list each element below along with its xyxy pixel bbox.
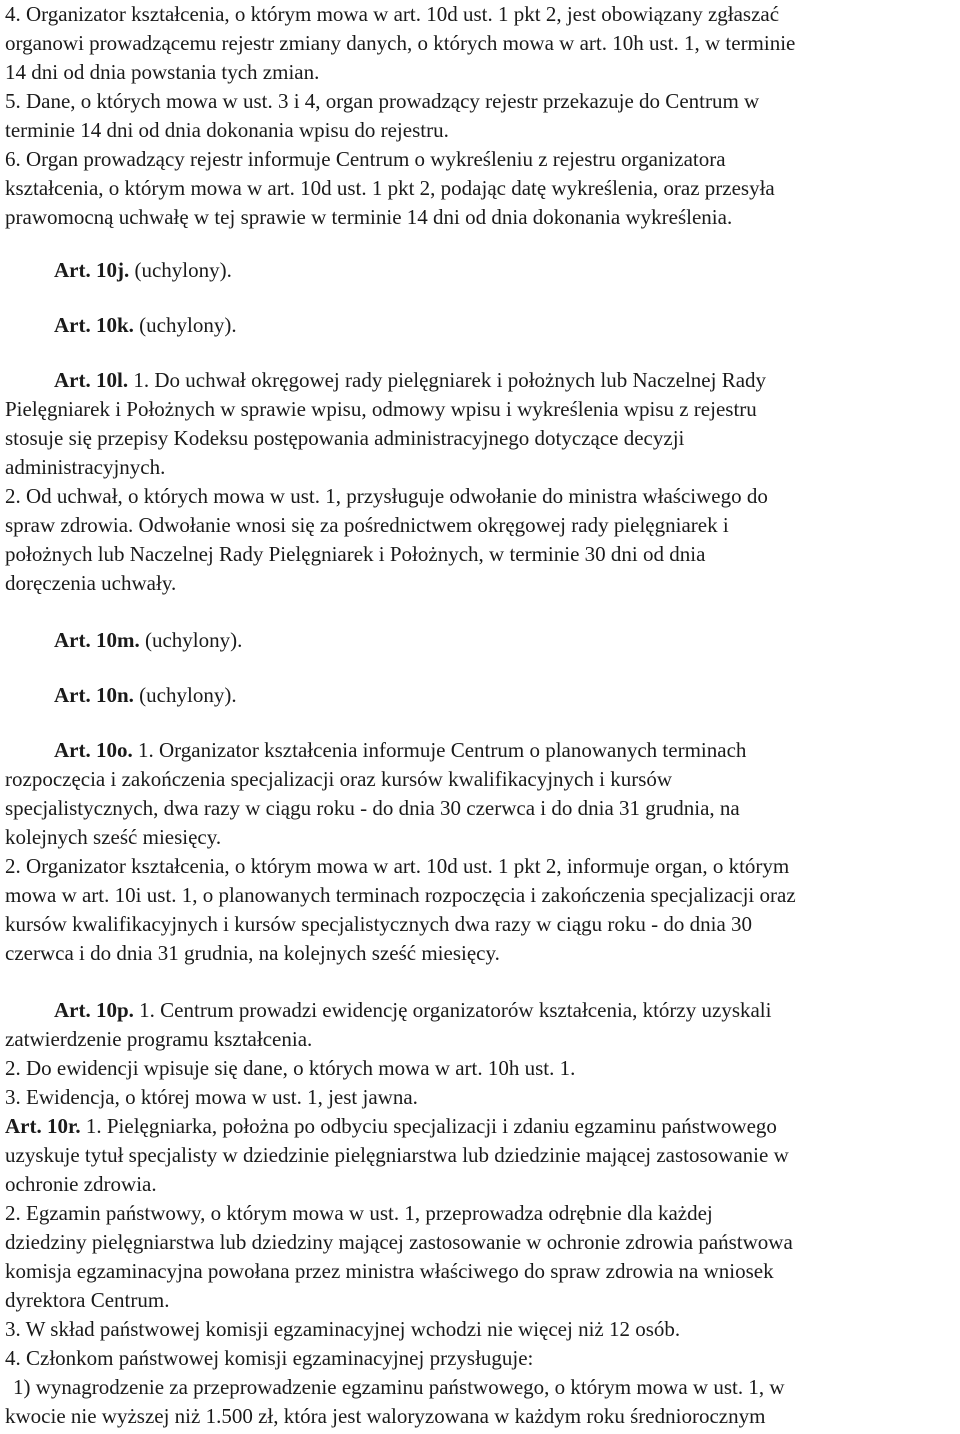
article-number: Art. 10k. [54,313,134,337]
article-number: Art. 10m. [54,628,140,652]
paragraph-line: czerwca i do dnia 31 grudnia, na kolejnych sześć miesięcy. [5,941,500,965]
paragraph-line: 2. Do ewidencji wpisuje się dane, o których mowa w art. 10h ust. 1. [5,1056,576,1080]
article-heading-10j: Art. 10j. (uchylony). [54,258,232,282]
paragraph-line: ochronie zdrowia. [5,1172,157,1196]
paragraph-line: Pielęgniarek i Położnych w sprawie wpisu, odmowy wpisu i wykreślenia wpisu z rejestru [5,397,757,421]
article-number: Art. 10p. [54,998,134,1022]
paragraph-line: 2. Organizator kształcenia, o którym mowa w art. 10d ust. 1 pkt 2, informuje organ, o którym [5,854,790,878]
list-item: 1) wynagrodzenie za przeprowadzenie egzaminu państwowego, o którym mowa w ust. 1, w [13,1375,785,1399]
paragraph-line: 6. Organ prowadzący rejestr informuje Centrum o wykreśleniu z rejestru organizatora [5,147,726,171]
paragraph-line: mowa w art. 10i ust. 1, o planowanych terminach rozpoczęcia i zakończenia specjalizacji oraz [5,883,796,907]
article-number: Art. 10l. [54,368,129,392]
paragraph-line: terminie 14 dni od dnia dokonania wpisu do rejestru. [5,118,449,142]
paragraph-line: kwocie nie wyższej niż 1.500 zł, która jest waloryzowana w każdym roku średniorocznym [5,1404,766,1428]
article-heading-10n: Art. 10n. (uchylony). [54,683,237,707]
paragraph-line: położnych lub Naczelnej Rady Pielęgniarek i Położnych, w terminie 30 dni od dnia [5,542,706,566]
paragraph-line: doręczenia uchwały. [5,571,177,595]
paragraph-line: kursów kwalifikacyjnych i kursów specjalistycznych dwa razy w ciągu roku - do dnia 30 [5,912,753,936]
paragraph-line: spraw zdrowia. Odwołanie wnosi się za pośrednictwem okręgowej rady pielęgniarek i [5,513,729,537]
article-number: Art. 10n. [54,683,134,707]
paragraph-line: administracyjnych. [5,455,166,479]
article-heading-10o: Art. 10o. 1. Organizator kształcenia informuje Centrum o planowanych terminach [54,738,747,762]
article-heading-10k: Art. 10k. (uchylony). [54,313,237,337]
paragraph-line: zatwierdzenie programu kształcenia. [5,1027,313,1051]
paragraph-line: kształcenia, o którym mowa w art. 10d ust. 1 pkt 2, podając datę wykreślenia, oraz przesyła [5,176,775,200]
paragraph-line: dyrektora Centrum. [5,1288,170,1312]
article-heading-10m: Art. 10m. (uchylony). [54,628,243,652]
paragraph-line: 2. Od uchwał, o których mowa w ust. 1, przysługuje odwołanie do ministra właściwego do [5,484,768,508]
paragraph-line: kolejnych sześć miesięcy. [5,825,222,849]
article-heading-10p: Art. 10p. 1. Centrum prowadzi ewidencję organizatorów kształcenia, którzy uzyskali [54,998,772,1022]
paragraph-line: specjalistycznych, dwa razy w ciągu roku - do dnia 30 czerwca i do dnia 31 grudnia, na [5,796,740,820]
paragraph-line: stosuje się przepisy Kodeksu postępowania administracyjnego dotyczące decyzji [5,426,685,450]
paragraph-line: komisja egzaminacyjna powołana przez ministra właściwego do spraw zdrowia na wniosek [5,1259,774,1283]
paragraph-line: prawomocną uchwałę w tej sprawie w terminie 14 dni od dnia dokonania wykreślenia. [5,205,733,229]
article-number: Art. 10j. [54,258,130,282]
paragraph-line: 3. Ewidencja, o której mowa w ust. 1, jest jawna. [5,1085,418,1109]
article-heading-10l: Art. 10l. 1. Do uchwał okręgowej rady pielęgniarek i położnych lub Naczelnej Rady [54,368,767,392]
paragraph-line: rozpoczęcia i zakończenia specjalizacji oraz kursów kwalifikacyjnych i kursów [5,767,673,791]
paragraph-line: 14 dni od dnia powstania tych zmian. [5,60,320,84]
paragraph-line: 5. Dane, o których mowa w ust. 3 i 4, organ prowadzący rejestr przekazuje do Centrum w [5,89,760,113]
article-number: Art. 10r. [5,1114,81,1138]
paragraph-line: dziedziny pielęgniarstwa lub dziedziny mającej zastosowanie w ochronie zdrowia państwowa [5,1230,793,1254]
paragraph-line: uzyskuje tytuł specjalisty w dziedzinie pielęgniarstwa lub dziedzinie mającej zastosowanie w [5,1143,789,1167]
paragraph-line: 4. Członkom państwowej komisji egzaminacyjnej przysługuje: [5,1346,534,1370]
paragraph-line: 2. Egzamin państwowy, o którym mowa w ust. 1, przeprowadza odrębnie dla każdej [5,1201,713,1225]
paragraph-line: 3. W skład państwowej komisji egzaminacyjnej wchodzi nie więcej niż 12 osób. [5,1317,681,1341]
paragraph-line: 4. Organizator kształcenia, o którym mowa w art. 10d ust. 1 pkt 2, jest obowiązany zgłaszać [5,2,780,26]
paragraph-line: organowi prowadzącemu rejestr zmiany danych, o których mowa w art. 10h ust. 1, w terminie [5,31,796,55]
article-number: Art. 10o. [54,738,133,762]
article-heading-10r: Art. 10r. 1. Pielęgniarka, położna po odbyciu specjalizacji i zdaniu egzaminu państwowego [5,1114,777,1138]
